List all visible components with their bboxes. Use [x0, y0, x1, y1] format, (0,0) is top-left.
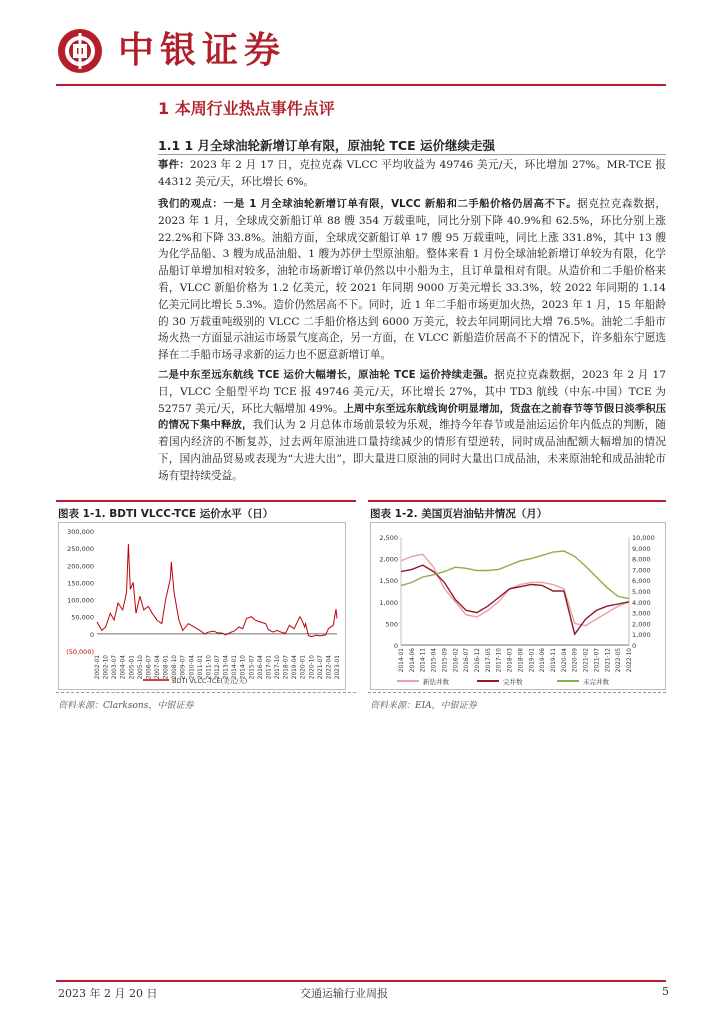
legend-label: BDTI VLCC-TCE(美元/天)	[172, 677, 248, 685]
logo-emblem-icon	[58, 29, 102, 73]
paragraph-view-1	[158, 196, 666, 364]
x-tick-label: 2008-10	[172, 655, 179, 680]
x-tick-label: 2023-01	[335, 655, 341, 680]
paragraph-lead: 二是中东至远东航线 TCE 运价大幅增长，原油轮 TCE 运价持续走强。	[158, 369, 495, 381]
x-tick-label: 2022-10	[627, 648, 633, 673]
y-left-tick-label: 2,000	[379, 555, 398, 564]
x-tick-label: 2005-01	[129, 655, 136, 680]
x-tick-label: 2016-07	[464, 648, 471, 673]
figure-2-title: 图表 1-2. 美国页岩油钻井情况（月）	[370, 508, 548, 520]
section-title: 1 本周行业热点事件点评	[158, 99, 335, 118]
y-left-tick-label: 2,500	[379, 534, 398, 542]
x-tick-label: 2021-07	[594, 648, 601, 673]
x-tick-label: 2021-12	[605, 648, 612, 673]
y-right-tick-label: 4,000	[632, 598, 651, 607]
y-right-tick-label: 9,000	[632, 544, 651, 553]
legend-label: 完井数	[503, 678, 523, 686]
x-tick-label: 2014-10	[240, 655, 247, 680]
x-tick-label: 2019-06	[540, 648, 547, 673]
paragraph-lead: 事件：	[158, 159, 190, 171]
figure-2-source-rule	[368, 692, 666, 694]
legend-label: 新钻井数	[423, 678, 449, 686]
figure-1-chart	[58, 522, 346, 690]
series-line-2	[401, 551, 629, 599]
y-right-tick-label: 0	[632, 642, 637, 650]
y-right-tick-label: 7,000	[632, 566, 651, 575]
x-tick-label: 2015-04	[431, 648, 438, 673]
x-tick-label: 2012-07	[215, 655, 221, 680]
x-tick-label: 2011-10	[206, 655, 213, 680]
subsection-divider	[158, 154, 666, 155]
y-right-tick-label: 1,000	[632, 631, 651, 640]
x-tick-label: 2017-05	[485, 648, 492, 673]
x-tick-label: 2009-07	[180, 655, 187, 680]
footer-divider	[56, 980, 666, 982]
x-tick-label: 2020-01	[300, 655, 307, 680]
x-tick-label: 2013-04	[223, 655, 230, 680]
subsection-title: 1.1 1 月全球油轮新增订单有限，原油轮 TCE 运价继续走强	[158, 138, 495, 153]
company-logo	[58, 29, 102, 73]
x-tick-label: 2020-09	[572, 648, 579, 673]
series-line-bdti-vlcc-tce	[97, 544, 337, 637]
us-shale-drilling-chart	[371, 523, 665, 689]
x-tick-label: 2016-02	[453, 648, 460, 673]
paragraph-lead-2: 上周中东至远东航线询价明显增加，货盘在之前春节等节假日淡季积压的情况下集中释放，	[158, 402, 666, 432]
x-tick-label: 2014-01	[399, 648, 405, 673]
x-tick-label: 2018-03	[507, 648, 514, 673]
y-tick-label: 0	[89, 630, 94, 639]
x-tick-label: 2016-04	[257, 655, 264, 680]
page-number: 5	[662, 985, 669, 998]
y-tick-label: 300,000	[67, 528, 94, 536]
x-tick-label: 2022-04	[326, 655, 333, 680]
x-tick-label: 2008-01	[163, 655, 170, 680]
paragraph-text-2: 我们认为 2 月总体市场前景较为乐观，维持今年春节或是油运运价年内低点的判断，随着国内经济的不断复苏，过去两年原油进口量持续减少的情形有望逆转，同时成品油配额大幅增加的情况下，国内油品贸易或表现为“大进大出”，即大量进口原油的同时大量出口成品油，未来原油轮和成品油轮市场有望持续受益。	[158, 419, 666, 482]
figure-2-source: 资料来源：EIA，中银证券	[370, 701, 477, 711]
brand-name: 中银证券	[118, 30, 287, 71]
y-tick-label: (50,000)	[66, 648, 94, 656]
footer-report-name: 交通运输行业周报	[300, 987, 388, 1000]
y-right-tick-label: 10,000	[632, 534, 655, 542]
bdti-vlcc-tce-chart	[59, 523, 345, 689]
y-right-tick-label: 6,000	[632, 577, 651, 586]
x-tick-label: 2005-10	[137, 655, 144, 680]
x-tick-label: 2015-09	[442, 648, 449, 673]
y-tick-label: 250,000	[67, 545, 94, 554]
figure-2-chart	[370, 522, 666, 690]
paragraph-text: 据克拉克森数据，2023 年 2 月 17 日，VLCC 全船型平均 TCE 报 49746 美元/天，环比增长 27%，其中 TD3 航线（中东-中国）TCE 为 52757 美元/天，环比大幅增加 49%。	[158, 369, 666, 415]
y-right-tick-label: 5,000	[632, 588, 651, 596]
x-tick-label: 2020-10	[309, 655, 316, 680]
x-tick-label: 2021-02	[583, 648, 590, 673]
x-tick-label: 2006-07	[146, 655, 153, 680]
x-tick-label: 2017-10	[275, 655, 281, 680]
x-tick-label: 2014-11	[420, 648, 427, 673]
x-tick-label: 2014-06	[409, 648, 416, 673]
x-tick-label: 2015-07	[249, 655, 256, 680]
footer-date: 2023 年 2 月 20 日	[58, 987, 158, 1000]
x-tick-label: 2017-01	[266, 655, 273, 680]
paragraph-view-2	[158, 367, 666, 485]
x-tick-label: 2016-12	[475, 648, 481, 673]
y-tick-label: 100,000	[67, 596, 94, 605]
x-tick-label: 2018-07	[283, 655, 290, 680]
x-tick-label: 2017-10	[496, 648, 503, 673]
x-tick-label: 2020-04	[561, 648, 568, 673]
paragraph-lead: 我们的观点：一是 1 月全球油轮新增订单有限，VLCC 新船和二手船价格仍居高不下。	[158, 198, 578, 210]
x-tick-label: 2007-04	[155, 655, 161, 680]
y-right-tick-label: 3,000	[632, 609, 651, 618]
y-tick-label: 150,000	[67, 579, 94, 588]
x-tick-label: 2019-04	[292, 655, 299, 680]
y-left-tick-label: 1,500	[379, 577, 398, 586]
series-line-0	[401, 554, 629, 625]
x-tick-label: 2014-01	[232, 655, 239, 680]
y-left-tick-label: 0	[393, 642, 398, 650]
paragraph-event	[158, 157, 666, 191]
x-tick-label: 2019-01	[529, 648, 536, 673]
x-tick-label: 2004-04	[120, 655, 127, 680]
y-right-tick-label: 8,000	[632, 555, 651, 564]
y-left-tick-label: 1,000	[379, 598, 398, 607]
paragraph-text: 2023 年 2 月 17 日，克拉克森 VLCC 平均收益为 49746 美元/天，环比增加 27%。MR-TCE 报 44312 美元/天，环比增长 6%。	[158, 159, 666, 188]
figure-1-rule	[56, 500, 356, 502]
x-tick-label: 2003-07	[112, 655, 119, 680]
figure-1-title: 图表 1-1. BDTI VLCC-TCE 运价水平（日）	[58, 508, 274, 520]
y-tick-label: 50,000	[71, 613, 94, 622]
y-right-tick-label: 2,000	[632, 620, 651, 629]
x-tick-label: 2019-11	[551, 648, 557, 673]
x-tick-label: 2018-08	[518, 648, 525, 673]
x-tick-label: 2022-05	[616, 648, 623, 673]
figure-1-source: 资料来源：Clarksons，中银证券	[58, 701, 194, 711]
y-left-tick-label: 500	[385, 620, 398, 629]
x-tick-label: 2002-10	[103, 655, 110, 680]
x-tick-label: 2010-04	[189, 655, 196, 680]
figure-1-source-rule	[56, 692, 356, 694]
header-divider	[56, 84, 666, 86]
y-tick-label: 200,000	[67, 562, 94, 571]
paragraph-text: 据克拉克森数据，2023 年 1 月，全球成交新船订单 88 艘 354 万载重吨，同比分别下降 40.9%和 62.5%，环比分别上涨 22.2%和下降 33.8%。油船方面，全球成交新船订单 17 艘 95 万载重吨，同比上涨 331.8%，其中 13 艘为化学品船、3 艘为成品油船、1 艘为苏伊士型原油船。整体来看 1 月份全球油轮新增订单较为有限，化学品船订单增加相对较多，油轮市场新增订单仍然以中小船为主，且订单量相对有限。从造价和二手船价格来看，VLCC 新船价格为 1.2 亿美元，较 2021 年同期 9000 万美元增长 33.3%，较 2022 年同期的 1.14 亿美元同比增长 5.3%。造价仍然居高不下。同时，近 1 年二手船市场更加火热，2023 年 1 月，15 年船龄的 30 万载重吨级别的 VLCC 二手船价格达到 6000 万美元，较去年同期同比大增 76.5%。油轮二手船市场火热一方面显示油运市场景气度高企，另一方面，在 VLCC 新船造价居高不下的情况下，许多船东宁愿选择在二手船市场寻求新的运力也不愿意新增订单。	[158, 198, 667, 362]
legend-label: 未完井数	[583, 678, 609, 686]
x-tick-label: 2021-07	[317, 655, 324, 680]
x-tick-label: 2002-01	[95, 655, 101, 680]
figure-2-rule	[368, 500, 666, 502]
x-tick-label: 2011-01	[197, 655, 204, 680]
